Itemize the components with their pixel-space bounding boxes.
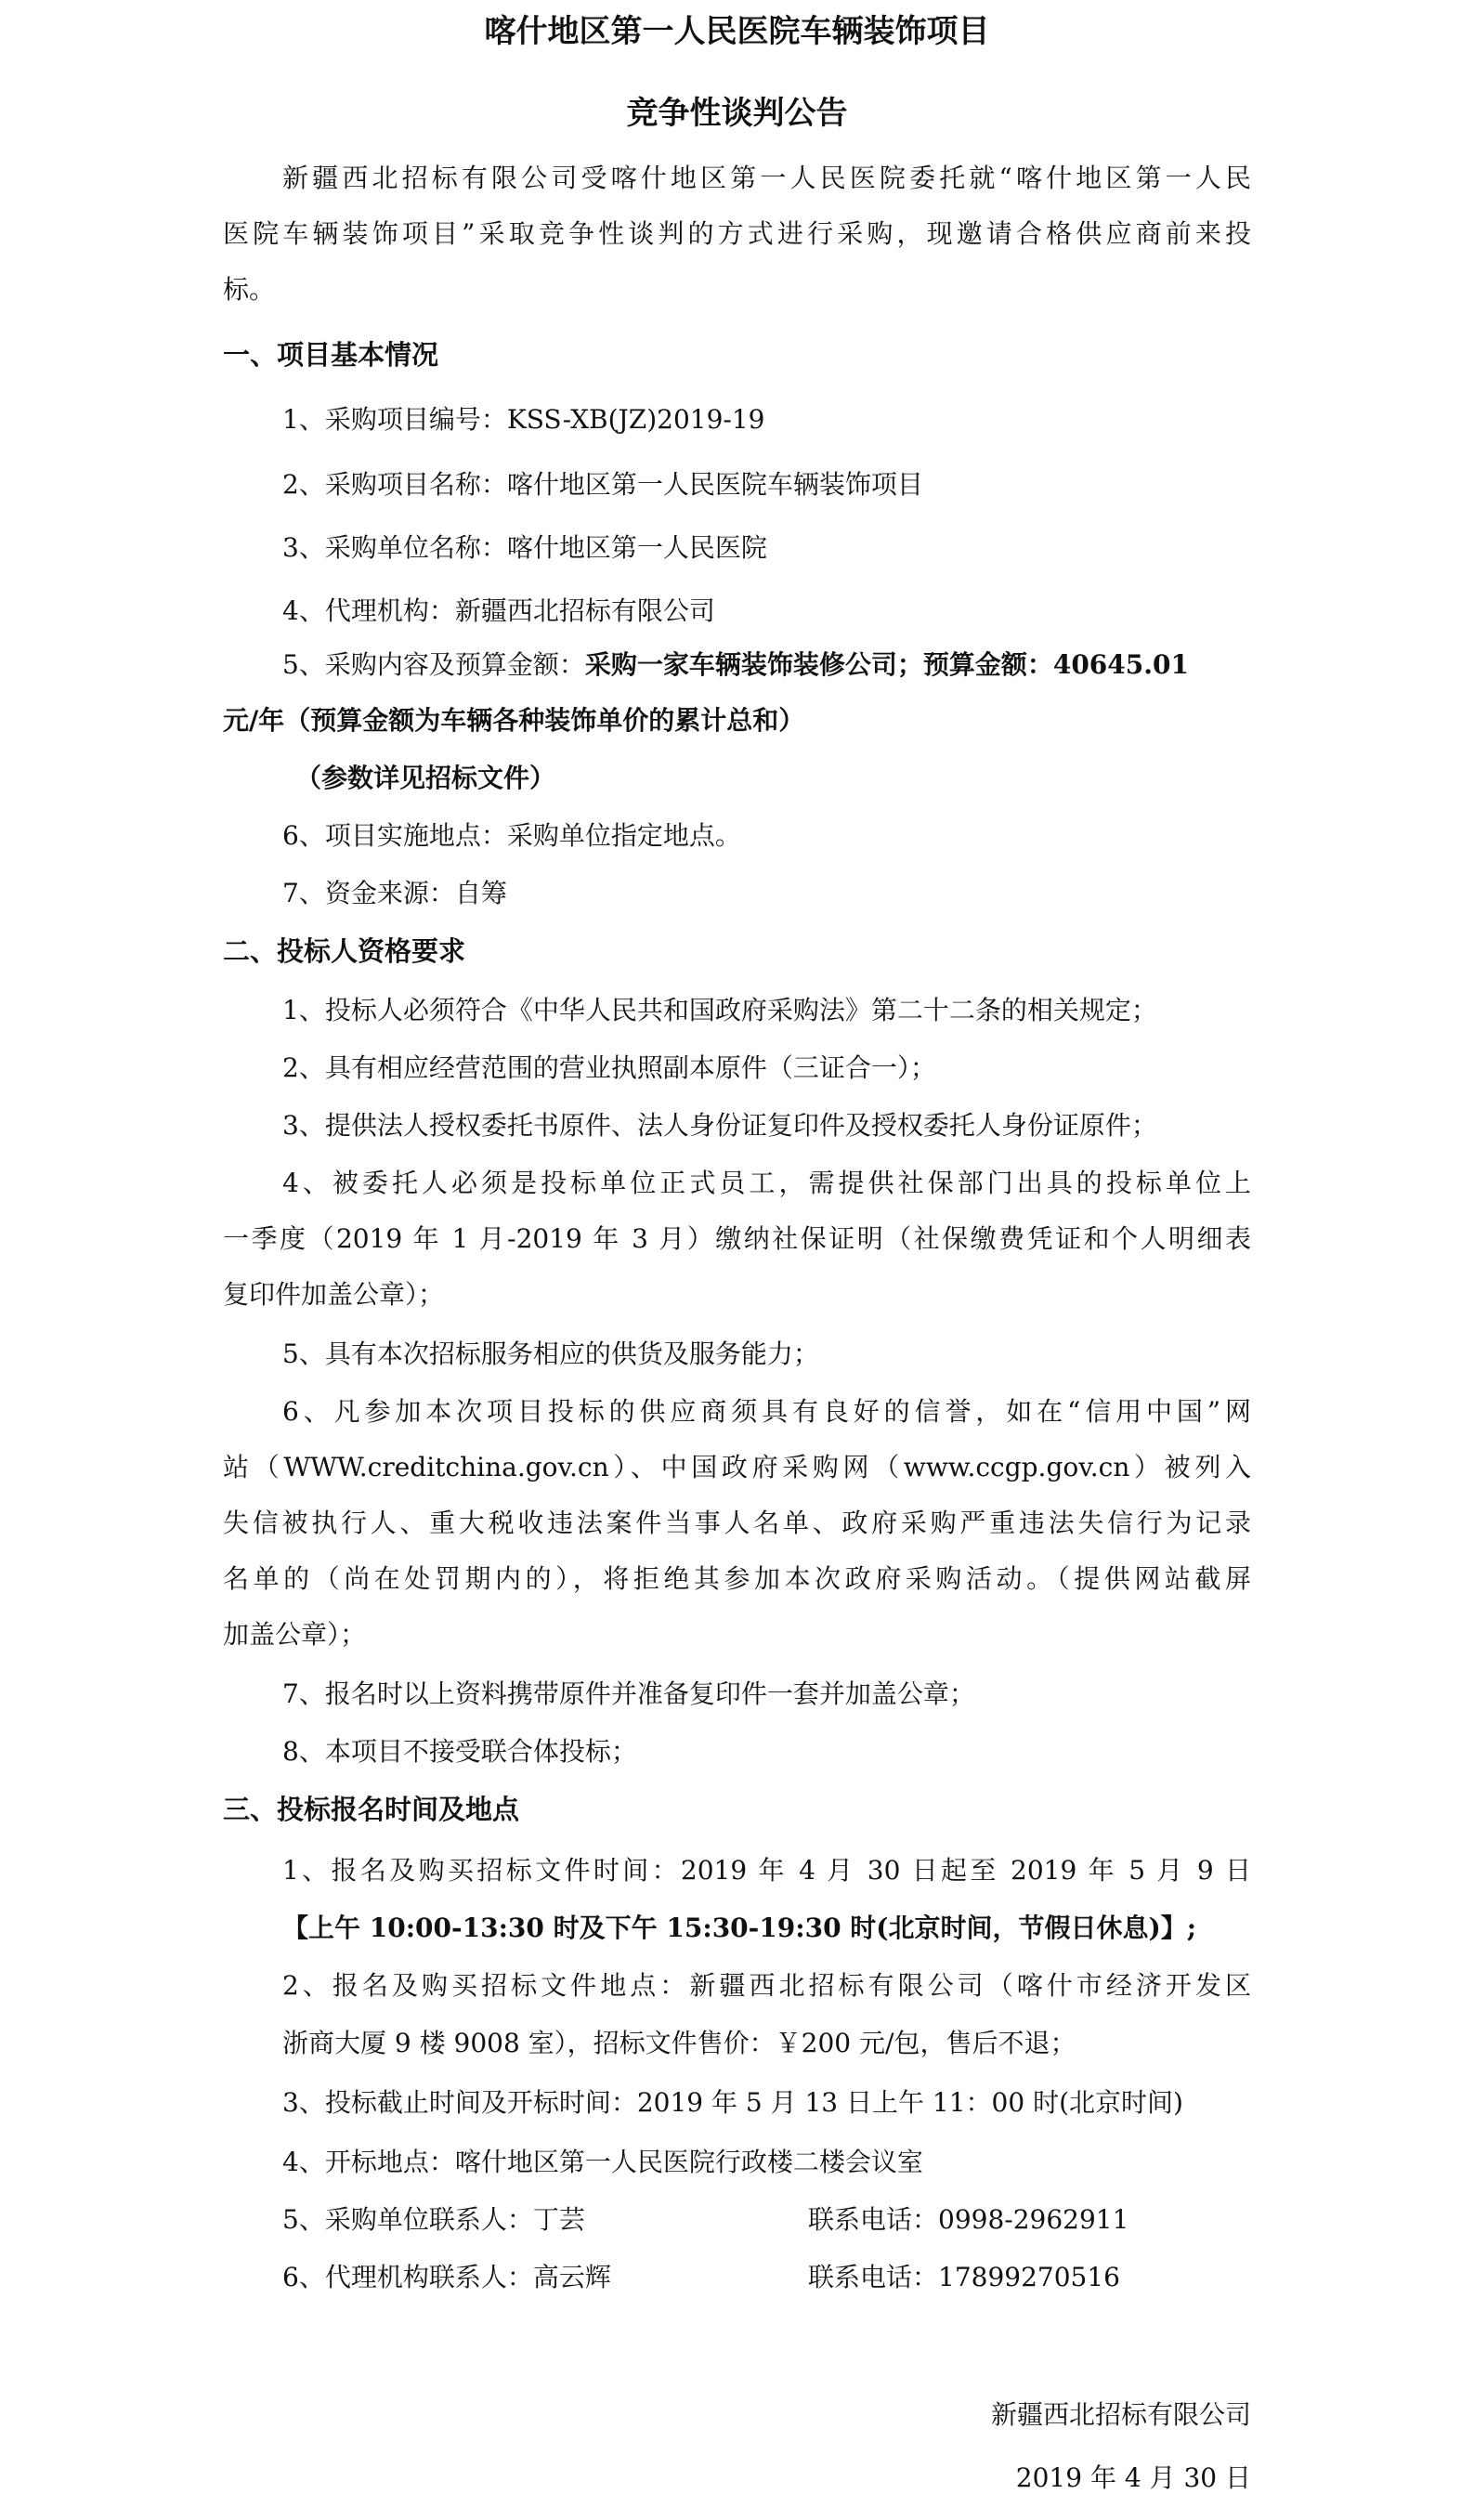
intro-line-2: 医院车辆装饰项目”采取竞争性谈判的方式进行采购，现邀请合格供应商前来投 (223, 218, 1251, 249)
signature-date: 2019 年 4 月 30 日 (1015, 2462, 1251, 2493)
intro-line-1: 新疆西北招标有限公司受喀什地区第一人民医院委托就“喀什地区第一人民 (282, 163, 1251, 193)
s2-item-4-line-1: 4、被委托人必须是投标单位正式员工，需提供社保部门出具的投标单位上 (282, 1168, 1251, 1198)
s1-item-7: 7、资金来源：自筹 (282, 878, 507, 908)
s2-item-8: 8、本项目不接受联合体投标； (282, 1736, 637, 1767)
s3-item-1-line-1: 1、报名及购买招标文件时间：2019 年 4 月 30 日起至 2019 年 5 月 9 日 (282, 1855, 1251, 1886)
s1-item-5-line-2: 元/年（预算金额为车辆各种装饰单价的累计总和） (223, 705, 805, 736)
s2-item-6-line-2: 站（WWW.creditchina.gov.cn）、中国政府采购网（www.ccgp.gov.cn）被列入 (223, 1452, 1251, 1482)
s1-item-5 (282, 646, 1189, 684)
s3-item-6-phone: 联系电话：17899270516 (808, 2262, 1120, 2292)
s2-item-6-line-5: 加盖公章）； (223, 1619, 367, 1650)
s2-item-5: 5、具有本次招标服务相应的供货及服务能力； (282, 1338, 819, 1369)
s2-item-3: 3、提供法人授权委托书原件、法人身份证复印件及授权委托人身份证原件； (282, 1110, 1157, 1141)
s1-item-5-budget: 采购一家车辆装饰装修公司；预算金额：40645.01 (584, 649, 1189, 680)
section-2-heading: 二、投标人资格要求 (223, 935, 466, 967)
s3-item-5-contact: 5、采购单位联系人：丁芸 (282, 2204, 585, 2235)
s1-item-5-label: 5、采购内容及预算金额： (282, 649, 585, 680)
s3-item-5-phone: 联系电话：0998-2962911 (808, 2204, 1129, 2235)
s2-item-6-line-1: 6、凡参加本次项目投标的供应商须具有良好的信誉，如在“信用中国”网 (282, 1396, 1251, 1427)
document-title: 喀什地区第一人民医院车辆装饰项目 (484, 13, 990, 50)
s2-item-6-line-3: 失信被执行人、重大税收违法案件当事人名单、政府采购严重违法失信行为记录 (223, 1508, 1251, 1538)
s3-item-1-line-2: 【上午 10:00-13:30 时及下午 15:30-19:30 时(北京时间，节假日休息)】; (282, 1913, 1197, 1943)
s1-item-5-line-3: （参数详见招标文件） (295, 763, 556, 793)
intro-line-3: 标。 (223, 274, 276, 305)
s3-item-2-line-2: 浙商大厦 9 楼 9008 室），招标文件售价：￥200 元/包，售后不退； (282, 2028, 1076, 2058)
s1-item-3: 3、采购单位名称：喀什地区第一人民医院 (282, 532, 767, 563)
s3-item-2-line-1: 2、报名及购买招标文件地点：新疆西北招标有限公司（喀什市经济开发区 (282, 1970, 1251, 2001)
s1-item-6: 6、项目实施地点：采购单位指定地点。 (282, 820, 741, 851)
s1-item-2: 2、采购项目名称：喀什地区第一人民医院车辆装饰项目 (282, 469, 923, 500)
s2-item-4-line-3: 复印件加盖公章）； (223, 1279, 445, 1310)
s2-item-7: 7、报名时以上资料携带原件并准备复印件一套并加盖公章； (282, 1678, 975, 1709)
s1-item-1: 1、采购项目编号：KSS-XB(JZ)2019-19 (282, 404, 765, 435)
s3-item-6-contact: 6、代理机构联系人：高云辉 (282, 2262, 611, 2292)
s3-item-4: 4、开标地点：喀什地区第一人民医院行政楼二楼会议室 (282, 2147, 923, 2177)
section-1-heading: 一、项目基本情况 (223, 339, 439, 371)
signature-company: 新疆西北招标有限公司 (990, 2399, 1251, 2430)
s2-item-2: 2、具有相应经营范围的营业执照副本原件（三证合一）； (282, 1052, 936, 1083)
document-subtitle: 竞争性谈判公告 (626, 95, 848, 132)
s3-item-3: 3、投标截止时间及开标时间：2019 年 5 月 13 日上午 11：00 时(北京时间) (282, 2087, 1183, 2118)
s1-item-4: 4、代理机构：新疆西北招标有限公司 (282, 595, 715, 626)
s2-item-1: 1、投标人必须符合《中华人民共和国政府采购法》第二十二条的相关规定； (282, 995, 1157, 1025)
s2-item-6-line-4: 名单的（尚在处罚期内的），将拒绝其参加本次政府采购活动。（提供网站截屏 (223, 1563, 1251, 1594)
section-3-heading: 三、投标报名时间及地点 (223, 1794, 520, 1825)
s2-item-4-line-2: 一季度（2019 年 1 月-2019 年 3 月）缴纳社保证明（社保缴费凭证和个人明细表 (223, 1223, 1251, 1254)
